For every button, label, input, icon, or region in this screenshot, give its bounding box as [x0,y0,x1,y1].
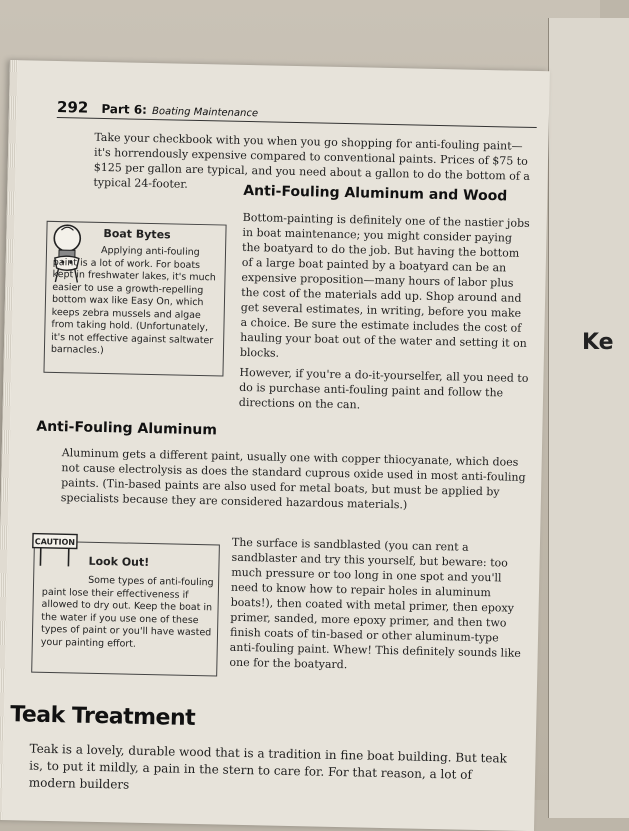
look-out-text: Some types of anti-fouling paint lose their effectiveness if allowed to dry out. Keep the boat in the water if you use one of these types of paint or you'll have wasted your painting effort. [40,574,214,650]
boat-bytes-text: Applying anti-fouling paint is a lot of work. For boats kept in freshwater lakes, it's much easier to use a growth-repelling bottom wax like Easy On, which keeps zebra mussels and algae from taking hold. (Unfortunately, it's not effective against saltwater barnacles.) [50,244,216,357]
boat-bytes-sidebar [43,221,226,377]
section-aluminum-paragraph-2: The surface is sandblasted (you can rent a sandblaster and try this yourself, but beware: too much pressure or too long in one spot and you'll need to know how to repair holes in aluminum boats!), then coated with metal primer, then epoxy primer, sanded, more epoxy primer, and then two finish coats of tin-based or other aluminum-type anti-fouling paint. Whew! This definitely sounds like one for the boatyard. [229,535,521,672]
section-wood-paragraph-2: However, if you're a do-it-yourselfer, all you need to do is purchase anti-fouling paint and follow the directions on the can. [238,365,529,412]
facing-page [548,18,629,818]
part-label: Part 6: [101,101,148,117]
section-wood-paragraph-1: Bottom-painting is definitely one of the nastier jobs in boat maintenance; you might consider paying the boatyard to do the job. But having the bottom of a large boat painted by a boatyard can be an expensive proposition—many hours of labor plus the cost of the materials add up. Shop around and get several estimates, in writing, before you make a choice. Be sure the estimate includes the cost of hauling your boat out of the water and setting it on blocks. [239,210,530,360]
look-out-sidebar [31,537,220,677]
section-heading-aluminum-wood: Anti-Fouling Aluminum and Wood [243,182,508,205]
book-page [0,60,550,831]
section-heading-aluminum: Anti-Fouling Aluminum [36,418,218,439]
page-number: 292 [56,97,89,117]
section-teak-paragraph-1: Teak is a lovely, durable wood that is a tradition in fine boat building. But teak is, to put it mildly, a pain in the stern to care for. For that reason, a lot of modern builders [28,741,508,792]
caution-sign-icon [30,532,79,569]
section-aluminum-paragraph-1: Aluminum gets a different paint, usually one with copper thiocyanate, which does not cause electrolysis as does the standard cuprous oxide used in most anti-fouling paints. (Tin-based paints are also used for metal boats, but must be applied by specialists because they are considered hazardous materials.) [60,446,526,512]
look-out-title: Look Out! [88,554,150,570]
intro-paragraph: Take your checkbook with you when you go shopping for anti-fouling paint—it's horrendously expensive compared to conventional paints. Prices of $75 to $125 per gallon are typical, and you need about a gallon to do the bottom of a typical 24-footer. [93,130,531,191]
section-heading-teak: Teak Treatment [10,702,196,732]
running-header [57,97,537,128]
part-title: Boating Maintenance [151,105,259,120]
caution-badge-text: CAUTION [34,537,76,547]
boat-bytes-title: Boat Bytes [103,226,171,242]
facing-page-heading: Ke [582,330,614,355]
